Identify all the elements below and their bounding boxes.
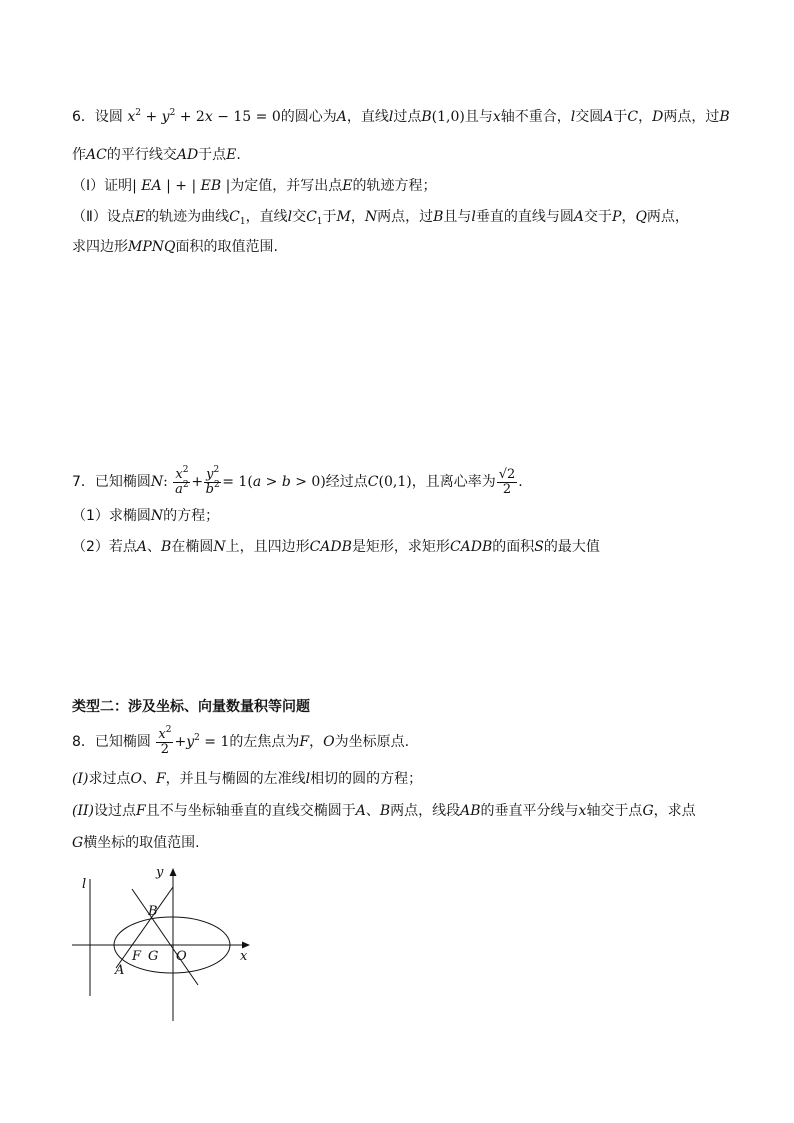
q6-part1: （Ⅰ）证明| EA | + | EB |为定值，并写出点E的轨迹方程； <box>72 178 437 194</box>
q8-line1: 8．已知椭圆 $\frac{x^2}{2}$ $+y^2 = 1$的左焦点为F，O为坐标原点. <box>72 724 410 757</box>
q6-text: 设圆 <box>94 109 123 125</box>
ellipse-figure <box>68 865 268 1025</box>
q6-sum-expression: | EA | + | EB | <box>132 178 231 194</box>
q7-line1: 7．已知椭圆N: $\frac{x^2}{a^2}$ + $\frac{y^2}{b^2}$ = 1(a > b > 0)经过点C(0,1)，且离心率为 $\frac{√2}{2}$ . <box>72 464 523 497</box>
q6-part2-cont: 求四边形MPNQ面积的取值范围. <box>72 239 278 255</box>
label-G: G <box>148 949 159 964</box>
label-B: B <box>148 904 158 919</box>
x-axis-arrow <box>242 942 250 949</box>
q8-part2: (II)设过点F且不与坐标轴垂直的直线交椭圆于A、B两点，线段AB的垂直平分线与x轴交于点G，求点 <box>72 803 696 819</box>
label-A: A <box>115 963 125 978</box>
q7-part1: （1）求椭圆N的方程； <box>72 508 220 524</box>
bisector-line <box>132 889 198 985</box>
label-l: l <box>82 877 87 892</box>
q7-number: 7． <box>72 474 95 490</box>
section-heading: 类型二：涉及坐标、向量数量积等问题 <box>72 699 310 715</box>
q7-ellipse-y-term: $\frac{y^2}{b^2}$ <box>205 464 220 497</box>
q7-ellipse-x-term: $\frac{x^2}{a^2}$ <box>175 464 189 497</box>
q8-number: 8． <box>72 734 95 750</box>
q7-eccentricity: $\frac{√2}{2}$ <box>498 466 516 497</box>
label-F: F <box>132 949 142 964</box>
q8-part2-cont: G横坐标的取值范围. <box>72 835 200 851</box>
q8-ellipse-x-term: $\frac{x^2}{2}$ <box>158 724 172 757</box>
q7-part2: （2）若点A、B在椭圆N上，且四边形CADB是矩形，求矩形CADB的面积S的最大值 <box>72 539 600 555</box>
y-axis-arrow <box>170 868 177 876</box>
q6-circle-equation: $x^2 + y^2 + 2x - 15 = 0$ <box>127 108 281 125</box>
q6-line2: 作AC的平行线交AD于点E. <box>72 147 241 163</box>
label-x: x <box>240 949 248 964</box>
label-O: O <box>176 949 187 964</box>
q6-line1: 6．设圆 $x^2 + y^2 + 2x - 15 = 0$的圆心为A，直线l过点B(1,0)且与x轴不重合，l交圆A于C，D两点，过B <box>72 108 730 125</box>
q8-part1: (I)求过点O、F，并且与椭圆的左准线l相切的圆的方程； <box>72 771 423 787</box>
q6-number: 6． <box>72 109 95 125</box>
chord-line <box>116 887 173 968</box>
label-y: y <box>156 865 164 880</box>
q6-part2: （Ⅱ）设点E的轨迹为曲线$C_1$，直线l交$C_1$于M，N两点，过B且与l垂直的直线与圆A交于P，Q两点， <box>72 209 689 227</box>
